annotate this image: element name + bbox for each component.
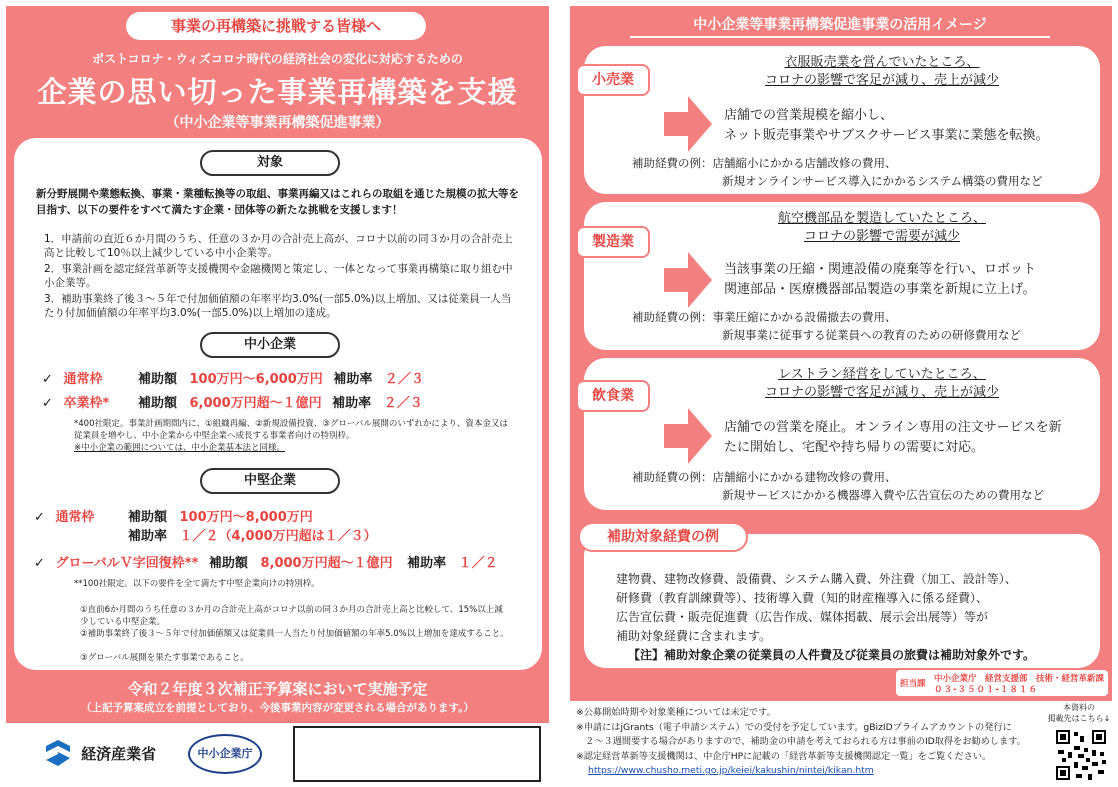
note-3: ２～３週間要する場合がありますので、補助金の申請を考えておられる方は事前のID取得をお勧めします。 [576, 736, 1026, 747]
sme-graduation-name: 卒業枠* [63, 396, 110, 411]
contact-label: 担当課 [900, 679, 926, 689]
amount-value: 100万円～8,000万円 [179, 510, 313, 525]
usage-header: 中小企業等事業再構築促進事業の活用イメージ [630, 12, 1050, 38]
rate-value: ２／３ [383, 396, 423, 411]
expense-note: 【注】補助対象企業の従業員の人件費及び従業員の旅費は補助対象外です。 [628, 648, 1036, 662]
check-icon: ✓ [42, 396, 53, 411]
meti-name: 経済産業省 [81, 744, 157, 763]
sme-regular-row [42, 368, 424, 387]
note-4: ※認定経営革新等支援機関は、中企庁HPに記載の「経営革新等支援機関認定一覧」をご覧ください。 [576, 750, 992, 762]
case-action: 当該事業の圧縮・関連設備の廃棄等を行い、ロボット 関連部品・医療機器部品製造の事業を新規に立上げ。 [724, 262, 1037, 297]
rate-label: 補助率 [407, 556, 447, 571]
program-name: （中小企業等事業再構築促進事業） [165, 115, 390, 131]
amount-value: 8,000万円超～１億円 [260, 556, 393, 571]
meti-logo [44, 738, 156, 770]
kikan-link[interactable]: https://www.chusho.meti.go.jp/keiei/kakushin/nintei/kikan.htm [588, 765, 874, 776]
sme-graduation-row [42, 392, 423, 411]
audience-banner: 事業の再構築に挑戦する皆様へ [126, 12, 426, 40]
mid-note: **100社限定。以下の要件を全て満たす中堅企業向けの特別枠。 [74, 579, 320, 589]
case-card-restaurant [584, 358, 1100, 510]
note-1: ※公募開始時期や対象業種については未定です。 [576, 707, 776, 718]
case-expense: 補助経費の例：店舗縮小にかかる建物改修の費用、 新規サービスにかかる機器導入費や広告宣伝のための費用など [632, 470, 1044, 502]
case-card-retail [584, 46, 1100, 194]
case-tag: 小売業 [576, 64, 650, 96]
sme-note-1: *400社限定。事業計画期間内に、①組織再編、②新規設備投資、③グローバル展開のいずれかにより、資本金又は従業員を増やし、中小企業から中堅企業へ成長する事業者向けの特別枠。 [74, 419, 508, 441]
right-panel [570, 6, 1112, 701]
mid-regular-name: 通常枠 [55, 510, 95, 525]
amount-label: 補助額 [127, 510, 167, 525]
meti-icon [44, 738, 72, 768]
requirement-3: 3．補助事業終了後３～５年で付加価値額の年率平均3.0%(一部5.0%)以上増加、又は従業員一人当たり付加価値額の年率平均3.0%(一部5.0%)以上増加の達成。 [44, 293, 512, 319]
case-tag: 飲食業 [576, 380, 650, 412]
mid-header: 中堅企業 [200, 468, 340, 494]
note-2: ※申請にはjGrants（電子申請システム）での受付を予定しています。gBizIDプライムアカウントの発行に [576, 721, 1012, 733]
rate-value: ２／３ [384, 372, 424, 387]
blank-box [293, 726, 541, 782]
amount-label: 補助額 [208, 556, 248, 571]
amount-label: 補助額 [137, 372, 177, 387]
case-action: 店舗での営業を廃止。オンライン専用の注文サービスを新 たに開始し、宅配や持ち帰りの需要に対応。 [724, 420, 1062, 455]
left-panel [6, 6, 549, 723]
mid-condition-1: ①直前6か月間のうち任意の３か月の合計売上高がコロナ以前の同３か月の合計売上高と比較して、15%以上減少している中堅企業。 [80, 605, 503, 627]
rate-value: １／２ [458, 556, 498, 571]
check-icon: ✓ [34, 556, 45, 571]
amount-value: 6,000万円超～１億円 [189, 396, 322, 411]
mid-condition-2: ②補助事業終了後３～５年で付加価値額又は従業員一人当たり付加価値額の年率5.0%以上増加を達成すること。 [80, 629, 509, 639]
arrow-right-icon [664, 252, 712, 308]
bottom-notes [576, 706, 1026, 779]
rate-value: １／２（4,000万円超は１／３） [179, 529, 377, 544]
sme-note-2: ※中小企業の範囲については、中小企業基本法と同様。 [74, 443, 285, 453]
rate-label: 補助率 [332, 396, 372, 411]
case-expense: 補助経費の例：事業圧縮にかかる設備撤去の費用、 新規事業に従事する従業員への教育のための研修費用など [632, 310, 1021, 342]
expense-card [584, 534, 1100, 668]
case-headline: 衣服販売業を営んでいたところ、 コロナの影響で客足が減り、売上が減少 [764, 55, 999, 88]
contact-box [896, 670, 1108, 696]
case-headline: レストラン経営をしていたところ、 コロナの影響で客足が減り、売上が減少 [764, 367, 999, 400]
page-title: 企業の思い切った事業再構築を支援 [37, 75, 518, 109]
mid-regular-row [34, 506, 313, 525]
mid-regular-rate-row [128, 525, 377, 544]
footer-note: （上記予算案成立を前提としており、今後事業内容が変更される場合があります。） [81, 702, 474, 714]
case-tag: 製造業 [576, 226, 650, 258]
check-icon: ✓ [42, 372, 53, 387]
amount-value: 100万円～6,000万円 [189, 372, 323, 387]
case-expense: 補助経費の例：店舗縮小にかかる店舗改修の費用、 新規オンラインサービス導入にかかるシステム構築の費用など [632, 156, 1043, 188]
mid-global-row [34, 552, 498, 571]
arrow-right-icon [664, 96, 712, 152]
rate-label: 補助率 [333, 372, 373, 387]
contact-dept: 中小企業庁 経営支援部 技術・経営革新課 [934, 674, 1105, 684]
sme-regular-name: 通常枠 [63, 372, 103, 387]
mid-condition-3: ③グローバル展開を果たす事業であること。 [80, 653, 249, 663]
requirement-1: 1．申請前の直近６か月間のうち、任意の３か月の合計売上高が、コロナ以前の同３か月の合計売上高と比較して10％以上減少している中小企業等。 [44, 233, 513, 259]
contact-tel: ０３-３５０１-１８１６ [934, 685, 1039, 695]
arrow-right-icon [664, 408, 712, 464]
expense-list: 建物費、建物改修費、設備費、システム購入費、外注費（加工、設計等）、 研修費（教育訓練費等）、技術導入費（知的財産権導入に係る経費）、 広告宣伝費・販売促進費（広告作成、媒体掲載、展示会出展等）等が 補助対象経費に含まれます。 [616, 572, 1017, 643]
case-card-manufacturing [584, 202, 1100, 350]
case-headline: 航空機部品を製造していたところ、 コロナの影響で需要が減少 [777, 211, 986, 244]
footer-title: 令和２年度３次補正予算案において実施予定 [127, 680, 428, 698]
amount-label: 補助額 [137, 396, 177, 411]
details-card [14, 138, 542, 670]
qr-label: 本資料の 掲載先はこちら↓ [1047, 703, 1111, 723]
mid-global-name: グローバルＶ字回復枠** [55, 556, 199, 571]
sme-header: 中小企業 [200, 332, 340, 358]
requirement-2: 2．事業計画を認定経営革新等支援機関や金融機関と策定し、一体となって事業再構築に取り組む中小企業等。 [44, 263, 513, 289]
subtitle: ポストコロナ・ウィズコロナ時代の経済社会の変化に対応するための [92, 52, 463, 66]
check-icon: ✓ [34, 510, 45, 525]
rate-label: 補助率 [128, 529, 168, 544]
sme-agency-logo: 中小企業庁 [188, 734, 262, 774]
case-action: 店舗での営業規模を縮小し、 ネット販売事業やサブスクサービス事業に業態を転換。 [724, 108, 1049, 143]
intro-text: 新分野展開や業態転換、事業・業種転換等の取組、事業再編又はこれらの取組を通じた規模の拡大等を目指す、以下の要件をすべて満たす企業・団体等の新たな挑戦を支援します！ [36, 188, 519, 216]
target-header: 対象 [200, 150, 340, 176]
qr-code-icon[interactable] [1054, 728, 1108, 782]
expense-header: 補助対象経費の例 [578, 522, 748, 552]
